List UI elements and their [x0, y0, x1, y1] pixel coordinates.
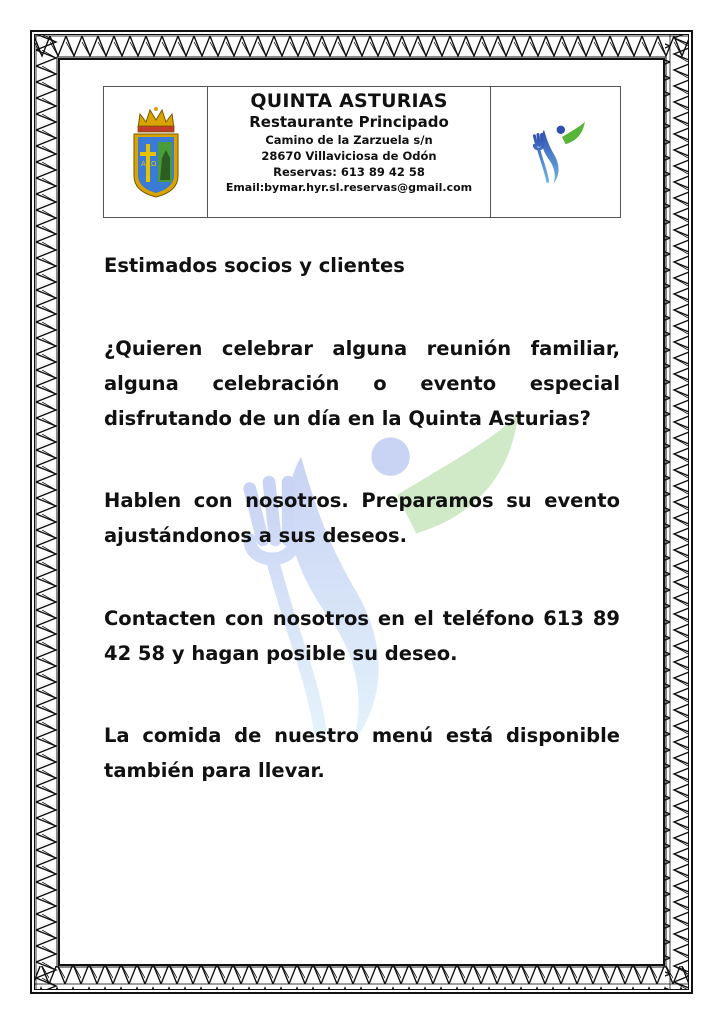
contact-block — [104, 601, 620, 671]
header-left-cell — [104, 87, 208, 217]
address-line-2: 28670 Villaviciosa de Odón — [261, 149, 437, 163]
greeting-block — [104, 248, 620, 283]
greeting-text: Estimados socios y clientes — [104, 254, 405, 277]
asturias-coat-of-arms-icon — [130, 106, 182, 198]
question-text: ¿Quieren celebrar alguna reunión familiar, alguna celebración o evento especial disfrutando de un día en la Quinta Asturias? — [104, 337, 620, 430]
contact-text: Contacten con nosotros en el teléfono 613 89 42 58 y hagan posible su deseo. — [104, 607, 620, 665]
contact-email: Email:bymar.hyr.sl.reservas@gmail.com — [225, 181, 473, 194]
talk-block — [104, 483, 620, 553]
takeaway-block — [104, 718, 620, 788]
header-title-cell — [208, 87, 491, 217]
restaurant-name: QUINTA ASTURIAS — [250, 90, 448, 112]
address-line-1: Camino de la Zarzuela s/n — [265, 133, 433, 147]
talk-text: Hablen con nosotros. Preparamos su evento ajustándonos a sus deseos. — [104, 489, 620, 547]
restaurant-cutlery-leaf-logo-icon — [526, 113, 586, 191]
takeaway-text: La comida de nuestro menú está disponible también para llevar. — [104, 724, 620, 782]
svg-text:A: A — [140, 160, 146, 168]
header-right-cell — [491, 87, 620, 217]
reservations-phone: Reservas: 613 89 42 58 — [273, 165, 425, 179]
restaurant-subtitle: Restaurante Principado — [249, 113, 449, 131]
question-block — [104, 331, 620, 436]
svg-text:Ω: Ω — [150, 160, 156, 168]
header-table — [103, 86, 621, 218]
logo-watermark-icon — [205, 395, 525, 755]
